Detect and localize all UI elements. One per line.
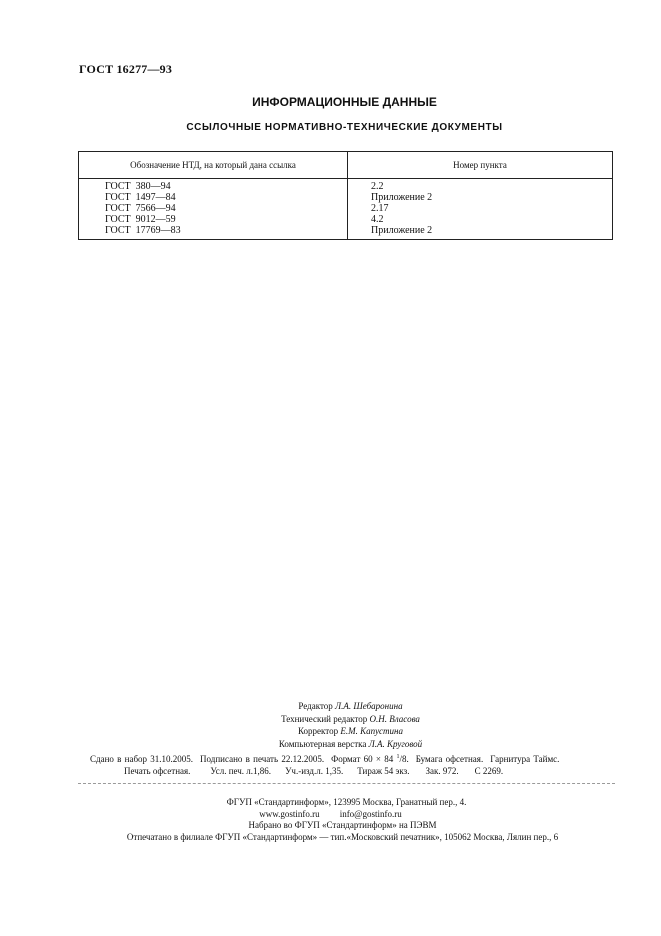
corrector-role: Корректор [297, 726, 339, 736]
table-row [79, 181, 612, 192]
page-title: ИНФОРМАЦИОННЫЕ ДАННЫЕ [252, 95, 437, 109]
tech-editor-role: Технический редактор [281, 713, 368, 724]
signed-for-print: Подписано в печать 22.12.2005. [200, 754, 325, 764]
format-prefix: Формат 60 × 84 [331, 754, 394, 764]
publisher-sheets: Уч.-изд.л. 1,35. [285, 766, 344, 776]
standard-cell: ГОСТ 1497—84 [105, 192, 176, 203]
website-link[interactable]: www.gostinfo.ru [259, 808, 320, 819]
table-row [79, 192, 612, 203]
standard-cell: ГОСТ 17769—83 [105, 225, 181, 236]
table-row [79, 203, 612, 214]
order-number: Зак. 972. [425, 766, 459, 776]
email-link[interactable]: info@gostinfo.ru [339, 808, 402, 819]
table-row [79, 225, 612, 236]
typeset-note: Набрано во ФГУП «Стандартинформ» на ПЭВМ [248, 820, 437, 830]
print-data-line-1 [90, 754, 559, 764]
divider-rule [78, 783, 615, 784]
layout-name: Л.А. Круговой [368, 738, 423, 749]
code-number: С 2269. [474, 766, 504, 776]
item-cell: 4.2 [371, 214, 384, 225]
layout-role: Компьютерная верстка [278, 738, 367, 749]
editor-role: Редактор [298, 701, 333, 711]
section-title: ССЫЛОЧНЫЕ НОРМАТИВНО-ТЕХНИЧЕСКИЕ ДОКУМЕНТЫ [186, 122, 503, 133]
standard-cell: ГОСТ 9012—59 [105, 214, 176, 225]
item-cell: 2.2 [371, 181, 384, 192]
credit-layout [40, 738, 661, 751]
table-row [79, 214, 612, 225]
print-data-line-2 [124, 766, 503, 776]
item-cell: 2.17 [371, 203, 389, 214]
publisher-block [0, 797, 661, 843]
credits-block [0, 700, 661, 750]
credit-corrector [40, 725, 661, 738]
column-header-item: Номер пункта [453, 160, 507, 170]
editor-name: Л.А. Шебаронина [335, 701, 403, 711]
corrector-name: Е.М. Капустина [340, 726, 404, 736]
table-body [79, 181, 612, 236]
column-header-standard: Обозначение НТД, на который дана ссылка [130, 160, 296, 170]
print-run: Тираж 54 экз. [357, 766, 410, 776]
item-cell: Приложение 2 [371, 225, 433, 236]
standard-cell: ГОСТ 7566—94 [105, 203, 176, 214]
standard-cell: ГОСТ 380—94 [105, 181, 171, 192]
format-suffix: /8. [399, 754, 409, 764]
tech-editor-name: О.Н. Власова [369, 713, 420, 724]
table-header [79, 152, 612, 179]
print-sheets: Усл. печ. л.1,86. [210, 766, 272, 776]
credit-editor [40, 700, 661, 713]
sent-to-typesetting: Сдано в набор 31.10.2005. [90, 754, 194, 764]
item-cell: Приложение 2 [371, 192, 433, 203]
printing-method: Печать офсетная. [124, 766, 191, 776]
paper-type: Бумага офсетная. [415, 754, 484, 764]
printed-note: Отпечатано в филиале ФГУП «Стандартинформ» — тип.«Московский печатник», 105062 Москва, Лялин пер., 6 [126, 831, 559, 842]
typeface: Гарнитура Таймс. [490, 754, 560, 764]
publisher-contacts [0, 809, 661, 821]
format-fraction-numerator: 1 [396, 754, 400, 760]
credit-tech-editor [40, 713, 661, 726]
document-id: ГОСТ 16277—93 [79, 62, 173, 76]
publisher-address: ФГУП «Стандартинформ», 123995 Москва, Гранатный пер., 4. [226, 797, 467, 807]
reference-table [78, 151, 613, 240]
